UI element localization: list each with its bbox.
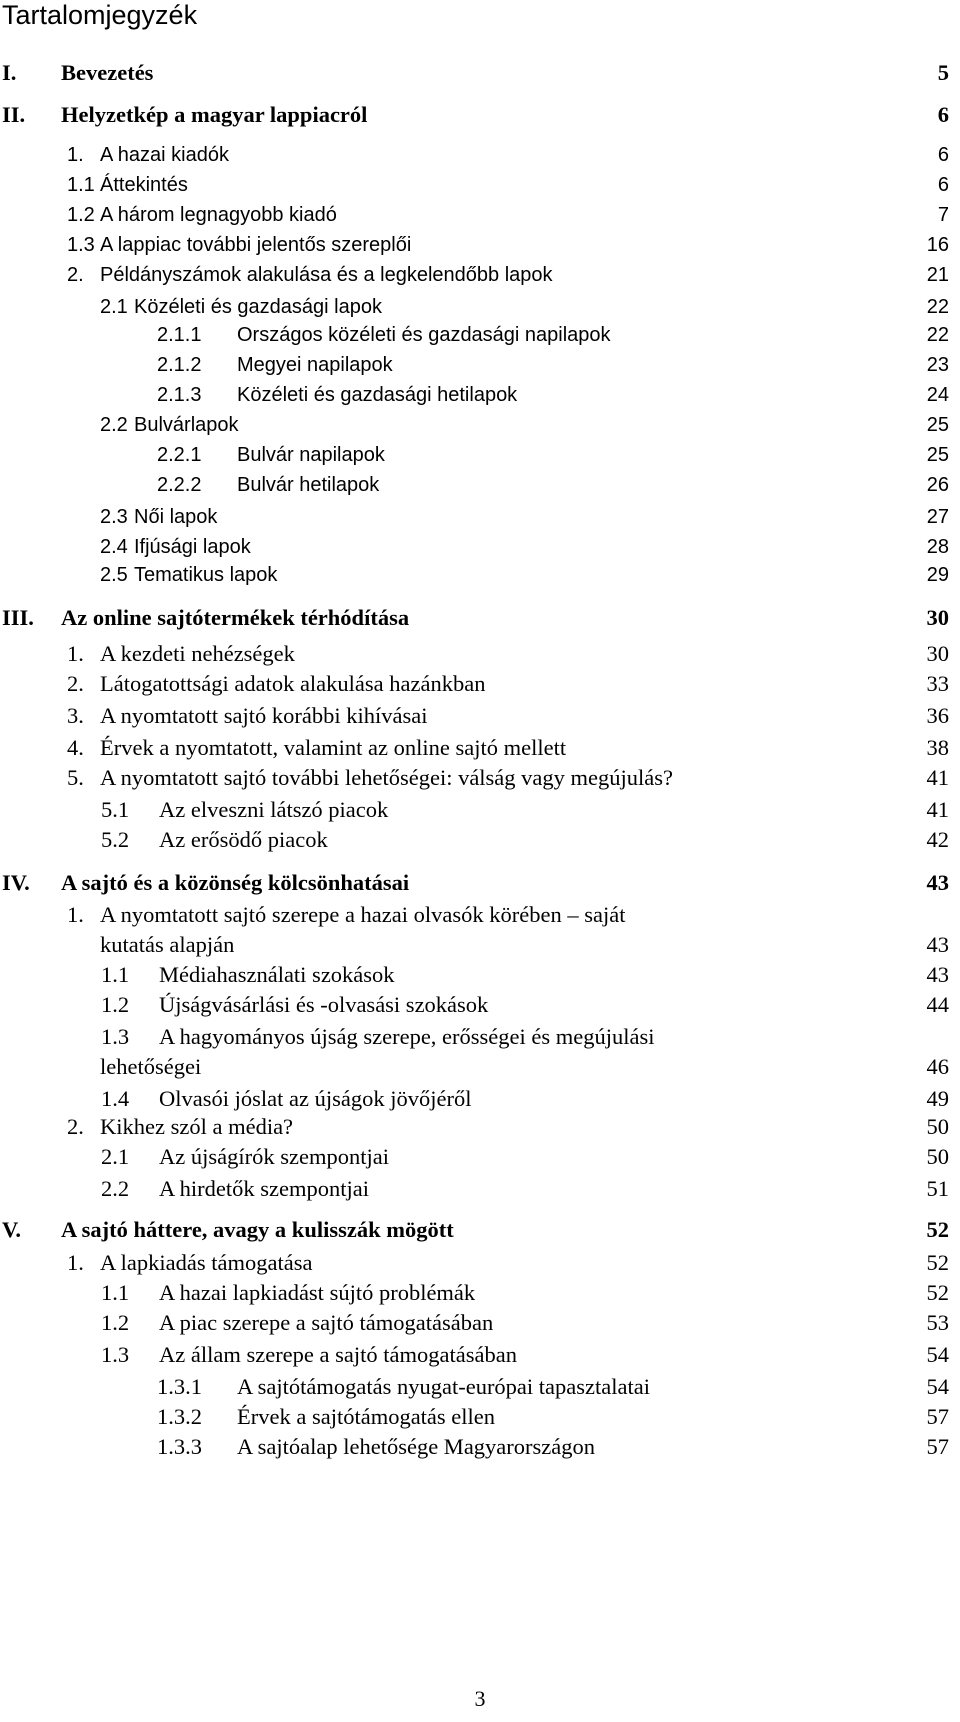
toc-entry-number: 1.3 [67, 234, 95, 256]
page-title: Tartalomjegyzék [2, 0, 198, 30]
toc-entry-title: Példányszámok alakulása és a legkelendőbb lapok [100, 264, 553, 286]
toc-entry-page: 52 [926, 1280, 949, 1305]
toc-entry-number: 1.4 [101, 1086, 130, 1111]
toc-entry-page: 30 [926, 641, 949, 666]
toc-entry-number: 1.3 [101, 1342, 130, 1367]
toc-entry-number: 5.2 [101, 827, 130, 852]
toc-entry-title: Az erősödő piacok [159, 827, 328, 852]
toc-entry-title: Médiahasználati szokások [159, 962, 395, 987]
toc-entry-page: 22 [926, 296, 949, 318]
toc-entry-title: Bulvár napilapok [237, 444, 385, 466]
toc-entry-number: 1. [67, 902, 84, 927]
toc-entry-title: Bulvárlapok [134, 414, 239, 436]
toc-entry-page: 5 [937, 60, 949, 85]
toc-entry-number: 1.2 [101, 992, 130, 1017]
toc-entry-number: 1.3 [101, 1024, 130, 1049]
toc-entry-title: A hirdetők szempontjai [159, 1176, 369, 1201]
toc-entry-title: A sajtótámogatás nyugat-európai tapasztalatai [237, 1374, 650, 1399]
toc-entry-number: IV. [2, 870, 30, 895]
toc-entry-title: Női lapok [134, 506, 218, 528]
toc-entry-number: 3. [67, 703, 84, 728]
toc-entry-page: 28 [926, 536, 949, 558]
toc-entry-page: 54 [926, 1374, 949, 1399]
toc-entry-page: 6 [937, 174, 949, 196]
toc-entry-page: 42 [926, 827, 949, 852]
toc-entry-title: kutatás alapján [100, 932, 235, 957]
toc-entry-title: lehetőségei [100, 1054, 202, 1079]
toc-entry-title: A sajtó háttere, avagy a kulisszák mögött [61, 1217, 454, 1242]
toc-entry-title: Újságvásárlási és -olvasási szokások [159, 992, 489, 1017]
toc-entry-title: A nyomtatott sajtó további lehetőségei: válság vagy megújulás? [100, 765, 674, 790]
toc-entry-title: Közéleti és gazdasági lapok [134, 296, 382, 318]
toc-entry-title: A kezdeti nehézségek [100, 641, 295, 666]
toc-entry-page: 25 [926, 444, 949, 466]
toc-entry-page: 7 [937, 204, 949, 226]
toc-entry-number: V. [2, 1217, 21, 1242]
toc-entry-title: Bevezetés [61, 60, 154, 85]
toc-entry-page: 22 [926, 324, 949, 346]
toc-entry-page: 6 [937, 144, 949, 166]
toc-entry-page: 24 [926, 384, 949, 406]
toc-entry-title: A sajtó és a közönség kölcsönhatásai [61, 870, 410, 895]
toc-entry-page: 46 [926, 1054, 949, 1079]
toc-entry-title: A hazai kiadók [100, 144, 229, 166]
footer-page-number: 3 [474, 1686, 486, 1711]
toc-entry-title: A hagyományos újság szerepe, erősségei és megújulási [159, 1024, 655, 1049]
toc-entry-title: Érvek a sajtótámogatás ellen [237, 1404, 496, 1429]
toc-entry-number: 1.3.3 [157, 1434, 202, 1459]
toc-entry-page: 21 [926, 264, 949, 286]
toc-entry-number: 5.1 [101, 797, 130, 822]
toc-entry-page: 16 [926, 234, 949, 256]
toc-entry-title: Megyei napilapok [237, 354, 393, 376]
toc-entry-title: A hazai lapkiadást sújtó problémák [159, 1280, 476, 1305]
toc-entry-page: 29 [926, 564, 949, 586]
toc-entry-title: A sajtóalap lehetősége Magyarországon [237, 1434, 596, 1459]
toc-entry-title: Az elveszni látszó piacok [159, 797, 389, 822]
toc-entry-number: 2. [67, 264, 84, 286]
toc-entry-title: A nyomtatott sajtó szerepe a hazai olvasók körében – saját [100, 902, 626, 927]
toc-entry-page: 6 [937, 102, 949, 127]
toc-entry-page: 43 [926, 962, 949, 987]
toc-entry-page: 38 [926, 735, 949, 760]
toc-entry-title: Áttekintés [100, 174, 188, 196]
toc-entry-page: 33 [926, 671, 949, 696]
toc-entry-number: 1.3.1 [157, 1374, 202, 1399]
toc-entry-number: 2. [67, 1114, 84, 1139]
toc-entry-number: 2.5 [100, 564, 128, 586]
toc-entry-page: 50 [926, 1144, 949, 1169]
toc-entry-number: 2. [67, 671, 84, 696]
toc-entry-number: 2.1.1 [157, 324, 202, 346]
toc-entry-title: A lappiac további jelentős szereplői [100, 234, 412, 256]
toc-entry-page: 44 [926, 992, 949, 1017]
toc-entry-number: 1.2 [67, 204, 95, 226]
toc-entry-page: 30 [926, 605, 949, 630]
toc-entry-page: 52 [926, 1250, 949, 1275]
toc-entry-title: Bulvár hetilapok [237, 474, 380, 496]
toc-entry-title: Az állam szerepe a sajtó támogatásában [159, 1342, 517, 1367]
toc-entry-number: 1. [67, 1250, 84, 1275]
toc-entry-title: Közéleti és gazdasági hetilapok [237, 384, 518, 406]
toc-entry-page: 43 [926, 932, 949, 957]
toc-entry-number: 1.2 [101, 1310, 130, 1335]
toc-entry-number: 4. [67, 735, 84, 760]
toc-entry-page: 54 [926, 1342, 949, 1367]
toc-entry-page: 51 [926, 1176, 949, 1201]
toc-entry-number: I. [2, 60, 17, 85]
toc-entry-number: 2.2 [101, 1176, 130, 1201]
toc-entry-page: 23 [926, 354, 949, 376]
toc-entry-number: 2.1 [100, 296, 128, 318]
toc-entry-number: 1.3.2 [157, 1404, 202, 1429]
toc-entry-title: Érvek a nyomtatott, valamint az online sajtó mellett [100, 735, 567, 760]
toc-entry-page: 49 [926, 1086, 949, 1111]
toc-entry-number: 2.3 [100, 506, 128, 528]
toc-entry-title: A piac szerepe a sajtó támogatásában [159, 1310, 494, 1335]
toc-entry-title: A három legnagyobb kiadó [100, 204, 337, 226]
toc-entry-title: Ifjúsági lapok [134, 536, 251, 558]
toc-entry-number: 2.2.1 [157, 444, 202, 466]
toc-entry-number: 2.2 [100, 414, 128, 436]
toc-entry-title: Az online sajtótermékek térhódítása [61, 605, 410, 630]
toc-entry-page: 57 [926, 1434, 949, 1459]
toc-entry-page: 25 [926, 414, 949, 436]
toc-entry-title: Olvasói jóslat az újságok jövőjéről [159, 1086, 472, 1111]
toc-entry-number: II. [2, 102, 26, 127]
toc-entry-number: 1. [67, 144, 84, 166]
toc-entry-page: 41 [926, 765, 949, 790]
toc-entry-page: 26 [926, 474, 949, 496]
toc-entry-number: 2.2.2 [157, 474, 202, 496]
toc-entry-page: 50 [926, 1114, 949, 1139]
toc-entry-number: III. [2, 605, 34, 630]
toc-entry-page: 57 [926, 1404, 949, 1429]
toc-entry-number: 2.1.3 [157, 384, 202, 406]
toc-entry-title: Az újságírók szempontjai [159, 1144, 389, 1169]
toc-entry-number: 2.4 [100, 536, 128, 558]
toc-entry-title: Kikhez szól a média? [100, 1114, 294, 1139]
toc-entry-page: 53 [926, 1310, 949, 1335]
toc-entry-title: A nyomtatott sajtó korábbi kihívásai [100, 703, 428, 728]
toc-entry-page: 41 [926, 797, 949, 822]
toc-entry-page: 43 [926, 870, 949, 895]
toc-entry-number: 1.1 [101, 962, 130, 987]
toc-entry-number: 2.1 [101, 1144, 130, 1169]
toc-entry-page: 36 [926, 703, 949, 728]
toc-entry-number: 5. [67, 765, 84, 790]
toc-entry-page: 52 [926, 1217, 949, 1242]
toc-entry-title: Országos közéleti és gazdasági napilapok [237, 324, 611, 346]
toc-entry-page: 27 [926, 506, 949, 528]
toc-entry-title: A lapkiadás támogatása [100, 1250, 313, 1275]
toc-entry-number: 1. [67, 641, 84, 666]
toc-entry-title: Látogatottsági adatok alakulása hazánkban [100, 671, 486, 696]
toc-entry-title: Helyzetkép a magyar lappiacról [61, 102, 368, 127]
toc-entry-number: 1.1 [67, 174, 95, 196]
toc-entry-number: 1.1 [101, 1280, 130, 1305]
toc-entry-title: Tematikus lapok [134, 564, 278, 586]
toc-entry-number: 2.1.2 [157, 354, 202, 376]
